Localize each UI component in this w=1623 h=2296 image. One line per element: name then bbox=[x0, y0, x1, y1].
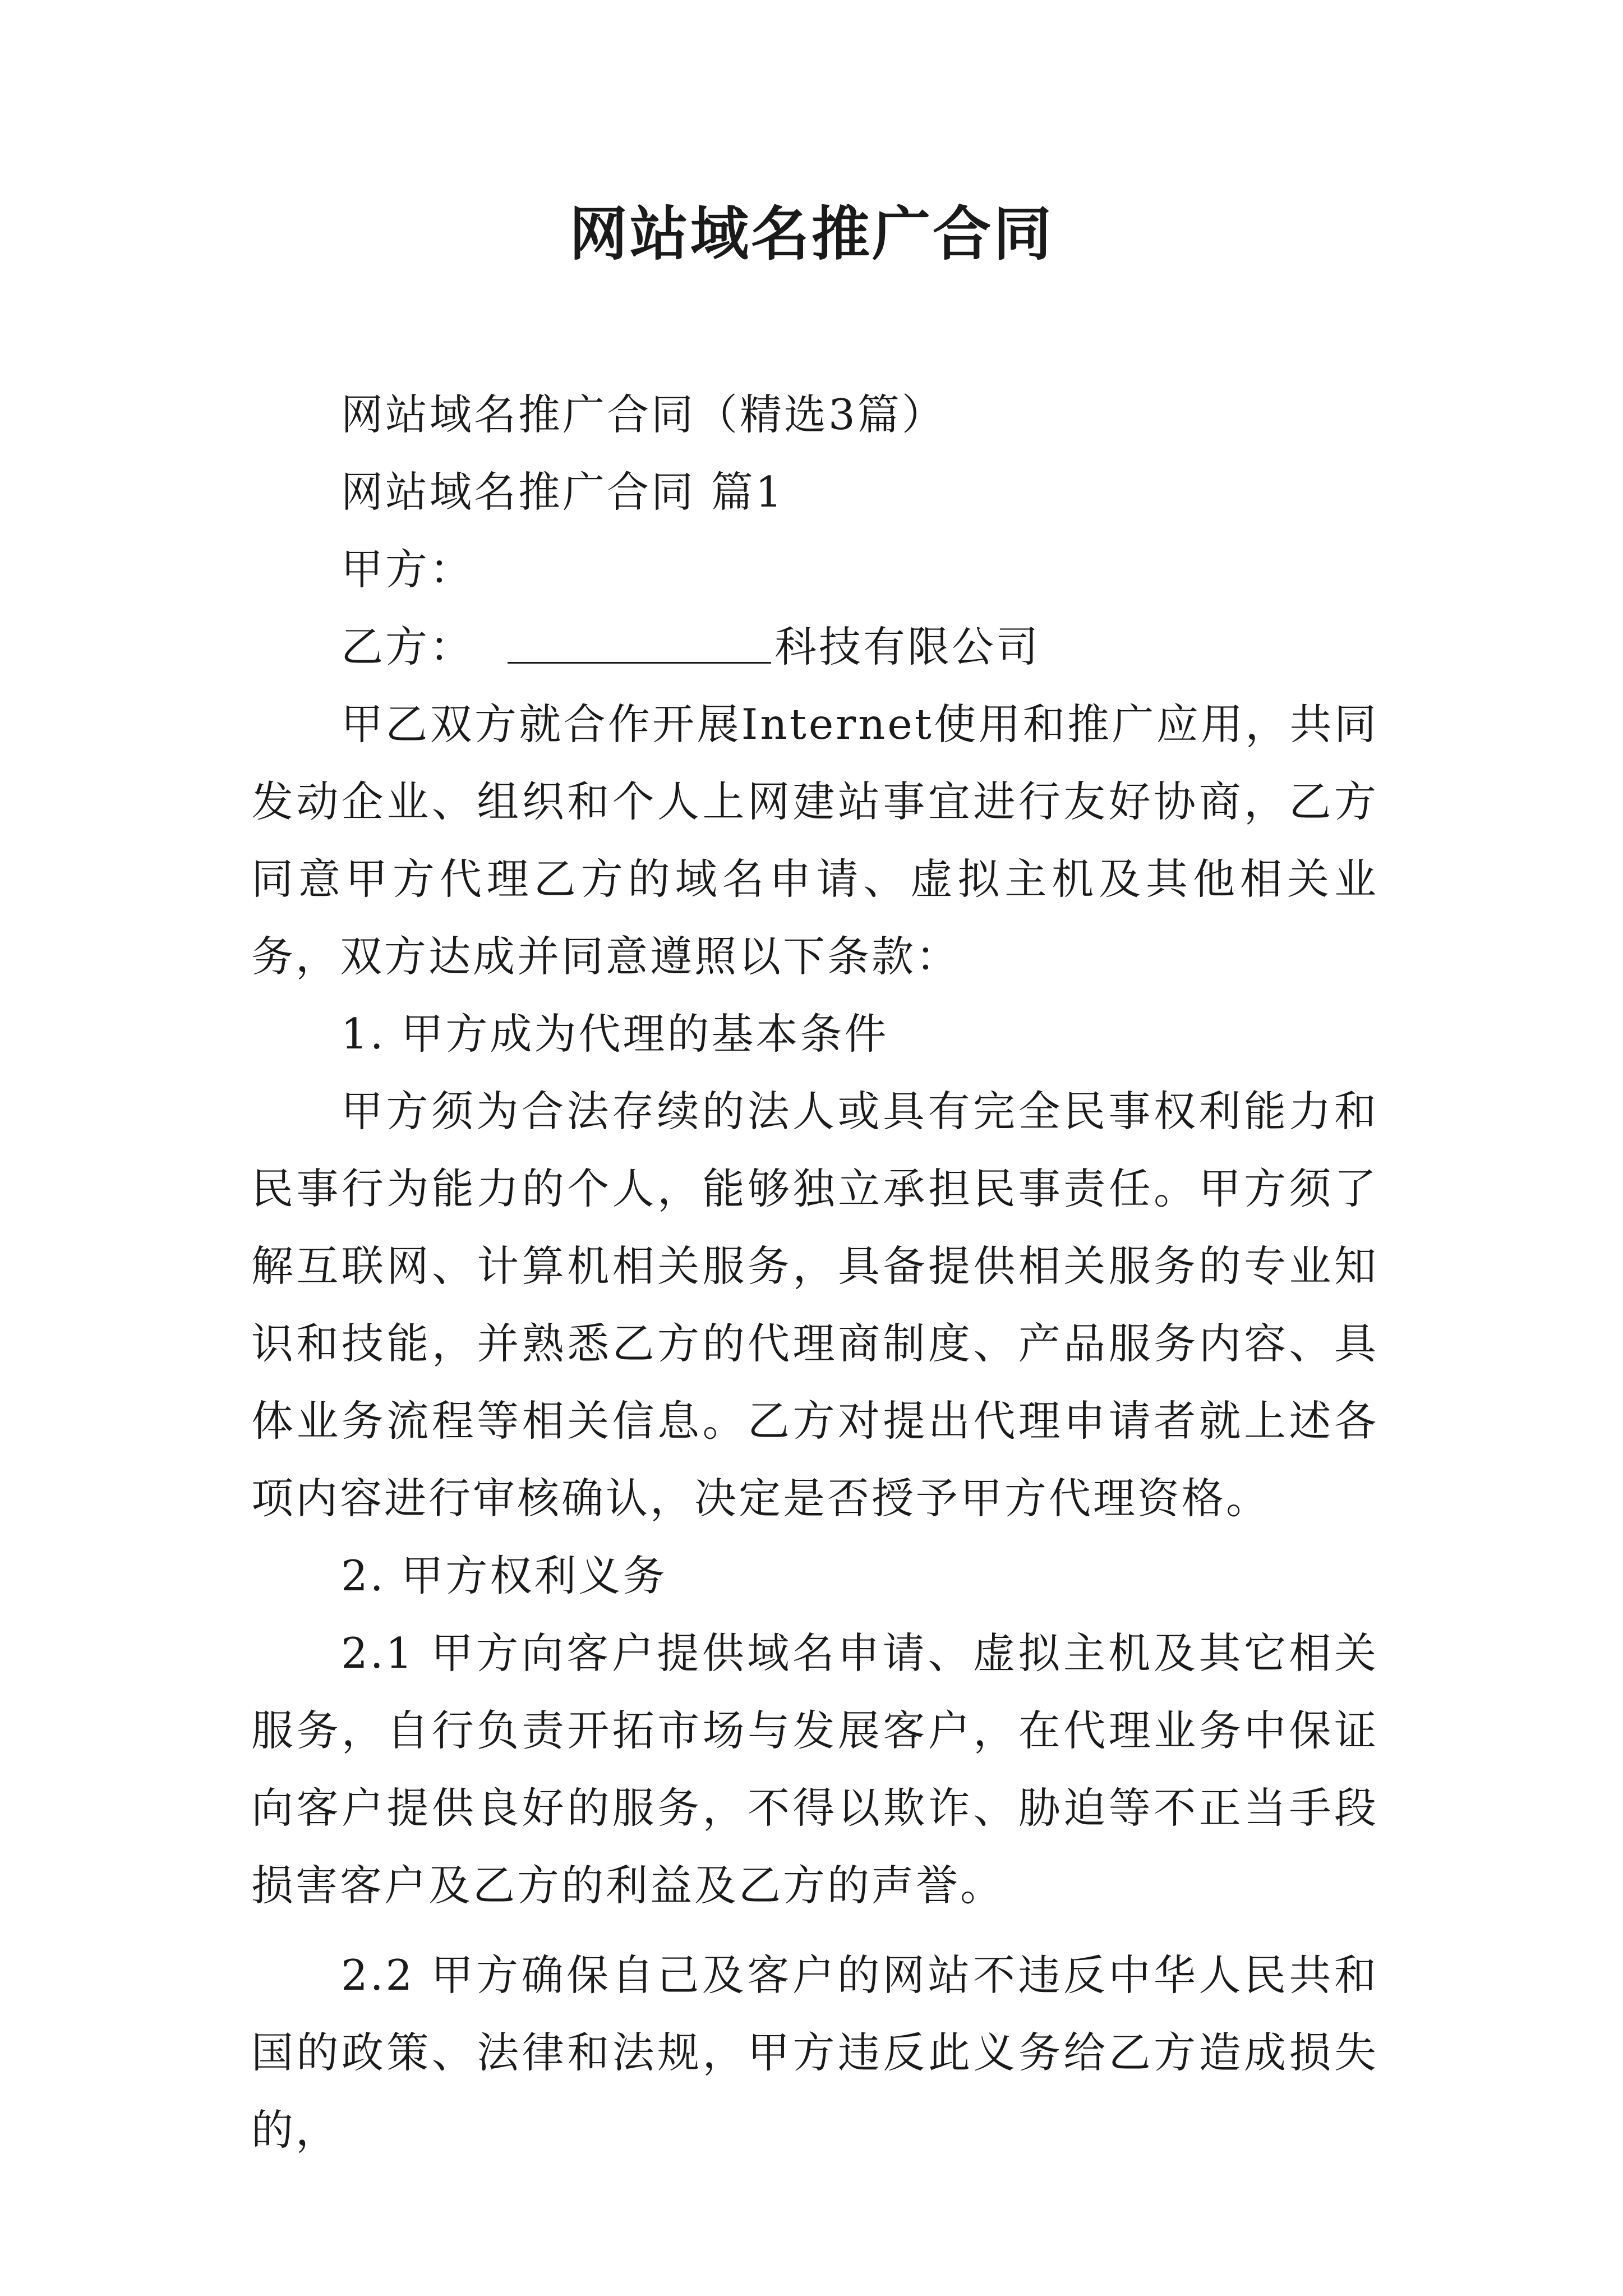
document-subtitle: 网站域名推广合同（精选3篇） bbox=[341, 390, 946, 439]
party-a-label: 甲方： bbox=[341, 545, 474, 594]
document-body bbox=[251, 376, 1378, 2169]
clause2-2-paragraph: 2.2 甲方确保自己及客户的网站不违反中华人民共和国的政策、法律和法规，甲方违反此义务给乙方造成损失的， bbox=[251, 1950, 1378, 2155]
clause2-title: 2. 甲方权利义务 bbox=[341, 1551, 667, 1600]
paragraph-gap bbox=[251, 1924, 1378, 1936]
clause1-title: 1. 甲方成为代理的基本条件 bbox=[341, 1009, 889, 1059]
clause2-1-paragraph: 2.1 甲方向客户提供域名申请、虚拟主机及其它相关服务，自行负责开拓市场与发展客户，在代理业务中保证向客户提供良好的服务，不得以欺诈、胁迫等不正当手段损害客户及乙方的利益及乙方的声誉。 bbox=[251, 1628, 1378, 1910]
party-b-label: 乙方： bbox=[341, 622, 474, 671]
party-b-line bbox=[251, 608, 1378, 685]
clause1-body: 甲方须为合法存续的法人或具有完全民事权利能力和民事行为能力的个人，能够独立承担民事责任。甲方须了解互联网、计算机相关服务，具备提供相关服务的专业知识和技能，并熟悉乙方的代理商制度、产品服务内容、具体业务流程等相关信息。乙方对提出代理申请者就上述各项内容进行审核确认，决定是否授予甲方代理资格。 bbox=[251, 1087, 1378, 1523]
party-b-company-suffix: 科技有限公司 bbox=[774, 622, 1041, 671]
party-b-company-blank bbox=[508, 622, 771, 664]
intro-paragraph: 甲乙双方就合作开展Internet使用和推广应用，共同发动企业、组织和个人上网建站事宜进行友好协商，乙方同意甲方代理乙方的域名申请、虚拟主机及其他相关业务，双方达成并同意遵照以下条款： bbox=[251, 700, 1378, 981]
party-a-line bbox=[251, 531, 1378, 608]
section-heading: 网站域名推广合同 篇1 bbox=[341, 467, 785, 517]
document-title: 网站域名推广合同 bbox=[569, 199, 1054, 268]
